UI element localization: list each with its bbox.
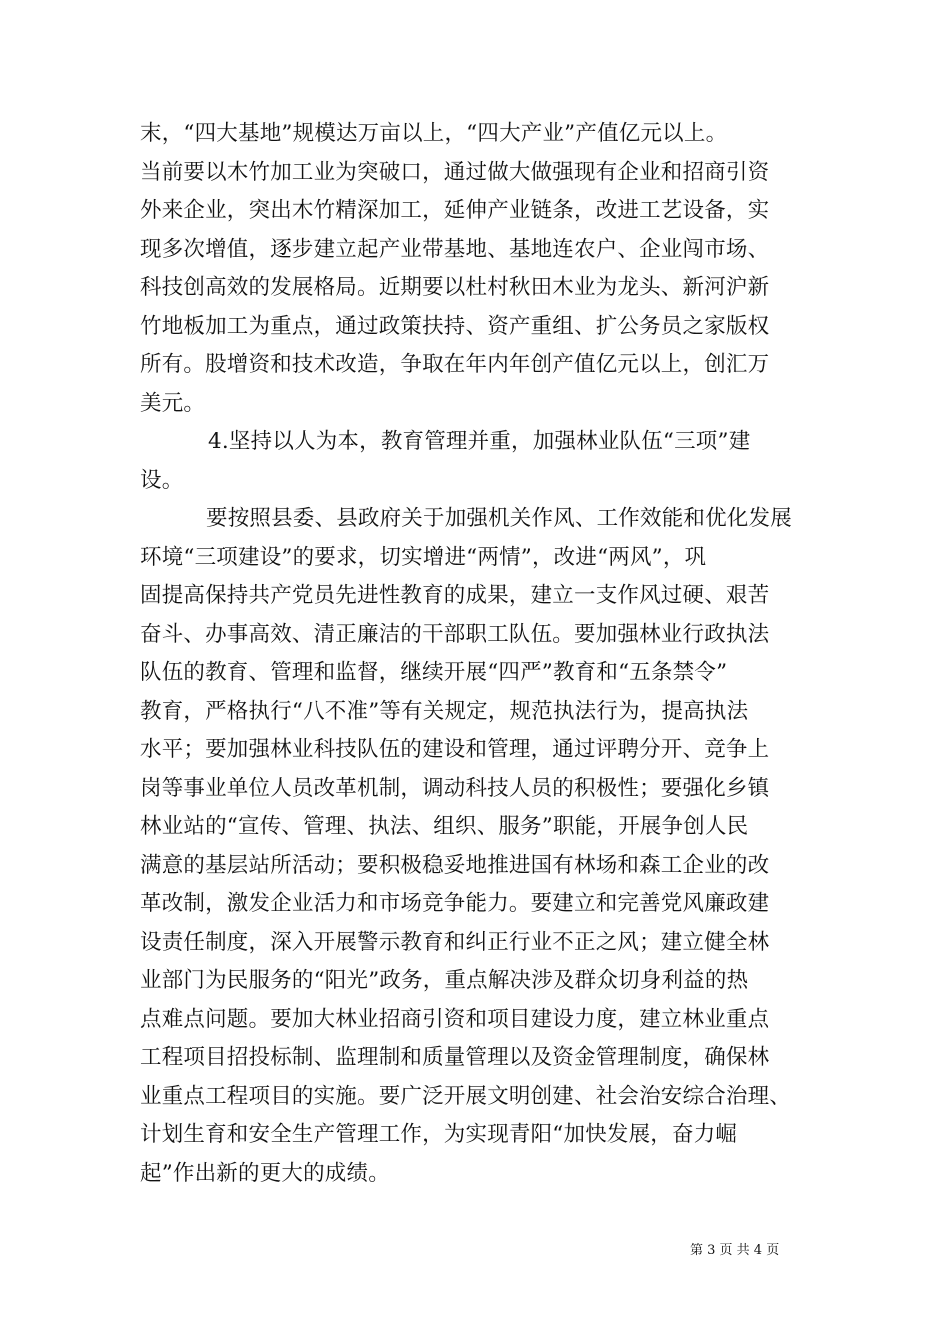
body-text-line: 所有。股增资和技术改造，争取在年内年创产值亿元以上，创汇万	[140, 352, 770, 377]
body-text-line: 当前要以木竹加工业为突破口，通过做大做强现有企业和招商引资	[140, 159, 770, 185]
section-heading-line: 4.坚持以人为本，教育管理并重，加强林业队伍“三项”建	[208, 429, 751, 454]
body-text-line: 计划生育和安全生产管理工作，为实现青阳“加快发展，奋力崛	[140, 1122, 738, 1147]
body-text-line: 教育，严格执行“八不准”等有关规定，规范执法行为，提高执法	[140, 698, 749, 724]
body-text-line: 要按照县委、县政府关于加强机关作风、工作效能和优化发展	[206, 506, 792, 531]
body-text-line: 竹地板加工为重点，通过政策扶持、资产重组、扩公务员之家版权	[140, 313, 770, 339]
document-body	[140, 115, 820, 1193]
body-text-line: 林业站的“宣传、管理、执法、组织、服务”职能，开展争创人民	[140, 814, 749, 839]
body-text-line: 岗等事业单位人员改革机制，调动科技人员的积极性；要强化乡镇	[140, 775, 770, 801]
body-text-line: 末，“四大基地”规模达万亩以上，“四大产业”产值亿元以上。	[140, 121, 728, 146]
body-text-line: 工程项目招投标制、监理制和质量管理以及资金管理制度，确保林	[140, 1045, 770, 1070]
body-text-line: 起”作出新的更大的成绩。	[140, 1160, 390, 1186]
body-text-line: 业部门为民服务的“阳光”政务，重点解决涉及群众切身利益的热	[140, 968, 749, 993]
body-text-line: 点难点问题。要加大林业招商引资和项目建设力度，建立林业重点	[140, 1006, 770, 1032]
page-footer: 第 3 页 共 4 页	[690, 1243, 780, 1258]
body-text-line: 固提高保持共产党员先进性教育的成果，建立一支作风过硬、艰苦	[140, 583, 770, 608]
body-text-line: 水平；要加强林业科技队伍的建设和管理，通过评聘分开、竞争上	[140, 737, 770, 762]
body-text-line: 设责任制度，深入开展警示教育和纠正行业不正之风；建立健全林	[140, 929, 770, 955]
body-text-line: 奋斗、办事高效、清正廉洁的干部职工队伍。要加强林业行政执法	[140, 621, 770, 647]
body-text-line: 环境“三项建设”的要求，切实增进“两情”，改进“两风”，巩	[140, 544, 707, 570]
body-text-line: 外来企业，突出木竹精深加工，延伸产业链条，改进工艺设备，实	[140, 198, 770, 223]
body-text-line: 革改制，激发企业活力和市场竞争能力。要建立和完善党风廉政建	[140, 891, 770, 916]
body-text-line: 满意的基层站所活动；要积极稳妥地推进国有林场和森工企业的改	[140, 852, 770, 878]
body-text-line: 科技创高效的发展格局。近期要以杜村秋田木业为龙头、新河沪新	[140, 275, 770, 300]
body-text-line: 队伍的教育、管理和监督，继续开展“四严”教育和“五条禁令”	[140, 660, 728, 685]
body-text-line: 业重点工程项目的实施。要广泛开展文明创建、社会治安综合治理、	[140, 1083, 792, 1109]
body-text-line: 设。	[140, 467, 184, 493]
body-text-line: 美元。	[140, 390, 206, 416]
body-text-line: 现多次增值，逐步建立起产业带基地、基地连农户、企业闯市场、	[140, 236, 770, 262]
